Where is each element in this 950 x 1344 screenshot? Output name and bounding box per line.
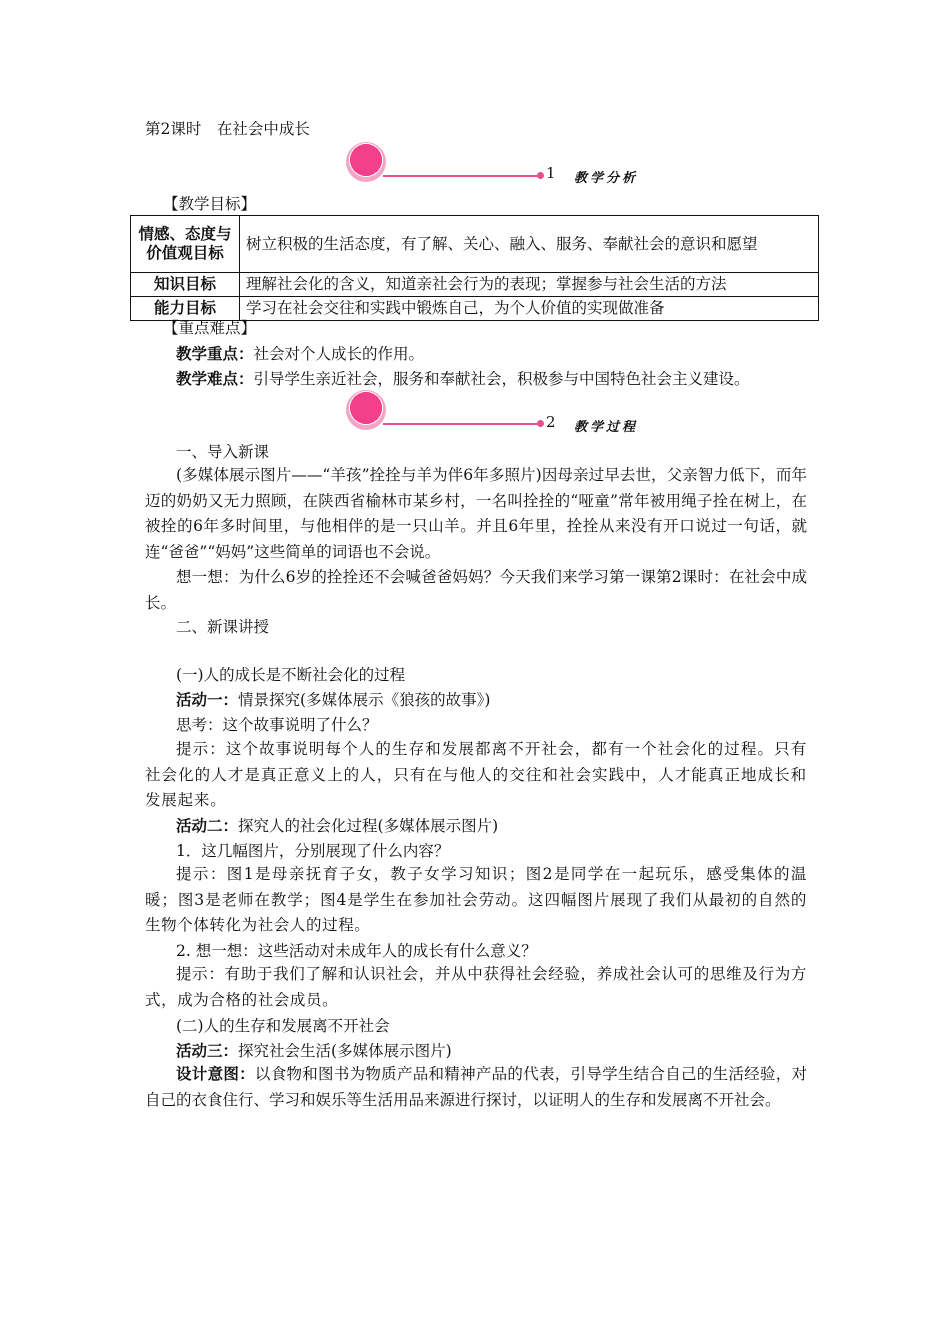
think-paragraph: 想一想：为什么6岁的拴拴还不会喊爸爸妈妈？今天我们来学习第一课第2课时：在社会中成长。 [145, 568, 807, 612]
activity-text: 探究社会生活(多媒体展示图片) [238, 1042, 452, 1060]
difficult-point-text: 引导学生亲近社会，服务和奉献社会，积极参与中国特色社会主义建设。 [253, 370, 750, 388]
goal-key: 情感、态度与价值观目标 [131, 216, 240, 273]
activity-label: 活动三： [176, 1042, 239, 1060]
table-row [131, 216, 819, 273]
section-title: 教学过程 [574, 420, 639, 435]
section-dot [537, 172, 544, 179]
part1-heading: 一、导入新课 [176, 443, 270, 461]
part2-heading: 二、新课讲授 [176, 618, 270, 636]
activity-question: 1．这几幅图片，分别展现了什么内容？ [176, 842, 450, 860]
section-circle-decoration [346, 390, 386, 430]
key-point [176, 344, 424, 364]
design-label: 设计意图： [176, 1065, 255, 1083]
key-point-text: 社会对个人成长的作用。 [253, 345, 425, 363]
activity-label: 活动二： [176, 817, 239, 835]
activity-3 [176, 1041, 452, 1061]
difficult-point [176, 369, 750, 389]
lesson-title: 第2课时 在社会中成长 [145, 120, 310, 138]
activity-1 [176, 690, 490, 710]
goals-table [130, 215, 819, 321]
activity-text: 情景探究(多媒体展示《狼孩的故事》) [238, 691, 491, 709]
activity-question: 2. 想一想：这些活动对未成年人的成长有什么意义？ [176, 942, 537, 960]
design-intent [145, 1062, 807, 1113]
difficult-point-label: 教学难点： [176, 370, 254, 388]
section-dot [537, 420, 544, 427]
activity-hint: 提示：有助于我们了解和认识社会，并从中获得社会经验，养成社会认可的思维及行为方式，成为合格的社会成员。 [145, 965, 807, 1009]
table-row [131, 297, 819, 321]
design-text: 以食物和图书为物质产品和精神产品的代表，引导学生结合自己的生活经验，对自己的衣食住行、学习和娱乐等生活用品来源进行探讨，以证明人的生存和发展离不开社会。 [145, 1065, 807, 1109]
goal-value: 理解社会化的含义，知道亲社会行为的表现；掌握参与社会生活的方法 [240, 273, 819, 297]
goal-value: 学习在社会交往和实践中锻炼自己，为个人价值的实现做准备 [240, 297, 819, 321]
section-number: 2 [546, 413, 556, 431]
activity-hint: 提示：这个故事说明每个人的生存和发展都离不开社会，都有一个社会化的过程。只有社会化的人才是真正意义上的人，只有在与他人的交往和社会实践中，人才能真正地成长和发展起来。 [145, 740, 807, 809]
section-rule [383, 175, 539, 177]
section-circle-decoration [346, 142, 386, 182]
activity-hint: 提示：图1是母亲抚育子女，教子女学习知识；图2是同学在一起玩乐，感受集体的温暖；图3是老师在教学；图4是学生在参加社会劳动。这四幅图片展现了我们从最初的自然的生物个体转化为社会人的过程。 [145, 865, 807, 934]
activity-text: 探究人的社会化过程(多媒体展示图片) [238, 817, 499, 835]
goal-key: 知识目标 [131, 273, 240, 297]
section-title: 教学分析 [574, 171, 639, 186]
goals-heading: 【教学目标】 [163, 195, 257, 213]
goal-value: 树立积极的生活态度，有了解、关心、融入、服务、奉献社会的意识和愿望 [240, 216, 819, 273]
activity-2 [176, 816, 498, 836]
key-points-heading: 【重点难点】 [163, 319, 257, 337]
goal-key: 能力目标 [131, 297, 240, 321]
subsection-heading: (一)人的成长是不断社会化的过程 [176, 666, 406, 684]
section-rule [383, 423, 539, 425]
key-point-label: 教学重点： [176, 345, 254, 363]
activity-label: 活动一： [176, 691, 239, 709]
intro-paragraph: (多媒体展示图片——“羊孩”拴拴与羊为伴6年多照片)因母亲过早去世，父亲智力低下，而年迈的奶奶又无力照顾，在陕西省榆林市某乡村，一名叫拴拴的“哑童”常年被用绳子拴在树上，在被拴的6年多时间里，与他相伴的是一只山羊。并且6年里，拴拴从来没有开口说过一句话，就连“爸爸”“妈妈”这些简单的词语也不会说。 [145, 466, 807, 561]
table-row [131, 273, 819, 297]
section-number: 1 [546, 164, 556, 182]
activity-question: 思考：这个故事说明了什么？ [176, 716, 378, 734]
subsection-heading: (二)人的生存和发展离不开社会 [176, 1017, 390, 1035]
